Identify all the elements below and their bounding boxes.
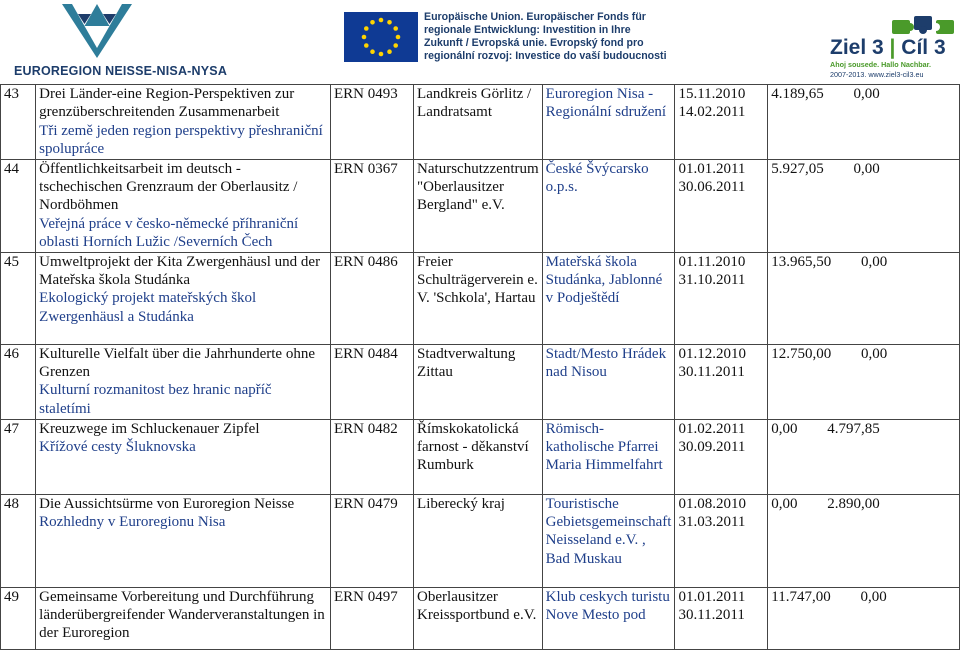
ziel3-url: 2007-2013. www.ziel3-cil3.eu bbox=[830, 70, 924, 79]
date-to: 30.11.2011 bbox=[678, 607, 745, 624]
amounts bbox=[768, 344, 960, 419]
project-title-de: Öffentlichkeitsarbeit im deutsch - tschechischen Grenzraum der Oberlausitz / Nordböhmen bbox=[39, 160, 298, 214]
ern-code: ERN 0479 bbox=[330, 494, 413, 587]
amounts bbox=[768, 252, 960, 344]
partner-name: Římskokatolická farnost - děkanství Rumburk bbox=[414, 419, 543, 494]
project-title-de: Gemeinsame Vorbereitung und Durchführung länderübergreifender Wanderveranstaltungen in der Euroregion bbox=[39, 588, 325, 642]
amount-a: 13.965,50 bbox=[771, 253, 832, 270]
table-row bbox=[1, 252, 960, 344]
ern-code: ERN 0486 bbox=[330, 252, 413, 344]
date-from: 01.12.2010 bbox=[678, 345, 746, 362]
partner-name: Naturschutzzentrum "Oberlausitzer Bergland" e.V. bbox=[414, 159, 543, 252]
project-title bbox=[36, 587, 331, 649]
date-to: 30.09.2011 bbox=[678, 439, 746, 456]
amounts bbox=[768, 419, 960, 494]
project-title bbox=[36, 159, 331, 252]
ziel3-logo bbox=[826, 14, 958, 82]
partner-name: Oberlausitzer Kreissportbund e.V. bbox=[414, 587, 543, 649]
project-dates bbox=[675, 252, 768, 344]
date-to: 14.02.2011 bbox=[678, 104, 746, 121]
lead-partner: Stadt/Mesto Hrádek nad Nisou bbox=[542, 344, 675, 419]
ziel3-title-cz: Cíl 3 bbox=[901, 36, 946, 59]
eu-text-line: regionale Entwicklung: Investition in Ihre bbox=[424, 24, 631, 36]
date-from: 01.11.2010 bbox=[678, 253, 746, 270]
project-dates bbox=[675, 494, 768, 587]
amounts bbox=[768, 159, 960, 252]
page-header bbox=[0, 0, 960, 84]
amount-b: 2.890,00 bbox=[827, 495, 880, 512]
date-to: 31.03.2011 bbox=[678, 514, 746, 531]
partner-name: Landkreis Görlitz / Landratsamt bbox=[414, 85, 543, 160]
eu-flag-icon bbox=[344, 12, 418, 62]
amount-b: 0,00 bbox=[861, 253, 888, 270]
amount-a: 0,00 bbox=[771, 495, 798, 512]
amount-a: 0,00 bbox=[771, 420, 798, 437]
row-number: 45 bbox=[1, 252, 36, 344]
project-title-cz: Ekologický projekt mateřských škol Zwergenhäusl a Studánka bbox=[39, 290, 257, 325]
amount-b: 0,00 bbox=[861, 345, 888, 362]
amount-b: 0,00 bbox=[860, 588, 887, 605]
euroregion-label: EUROREGION NEISSE-NISA-NYSA bbox=[14, 64, 228, 78]
table-row bbox=[1, 85, 960, 160]
row-number: 43 bbox=[1, 85, 36, 160]
euroregion-logo bbox=[8, 2, 228, 78]
project-title-de: Kreuzwege im Schluckenauer Zipfel bbox=[39, 420, 260, 437]
project-dates bbox=[675, 85, 768, 160]
project-title-cz: Kulturní rozmanitost bez hranic napříč staletími bbox=[39, 382, 272, 417]
project-dates bbox=[675, 587, 768, 649]
project-dates bbox=[675, 344, 768, 419]
project-title bbox=[36, 252, 331, 344]
date-from: 01.01.2011 bbox=[678, 160, 746, 177]
puzzle-pieces-icon bbox=[890, 14, 956, 36]
amounts bbox=[768, 85, 960, 160]
ziel3-slogan: Ahoj sousede. Hallo Nachbar. bbox=[830, 60, 932, 69]
project-dates bbox=[675, 159, 768, 252]
euroregion-emblem-icon bbox=[58, 2, 136, 62]
table-row bbox=[1, 419, 960, 494]
amount-a: 11.747,00 bbox=[771, 588, 831, 605]
project-title-cz: Křížové cesty Šluknovska bbox=[39, 439, 196, 456]
table-row bbox=[1, 494, 960, 587]
project-title bbox=[36, 85, 331, 160]
row-number: 46 bbox=[1, 344, 36, 419]
project-title bbox=[36, 344, 331, 419]
lead-partner: Touristische Gebietsgemeinschaft Neisseland e.V. , Bad Muskau bbox=[542, 494, 675, 587]
amount-a: 12.750,00 bbox=[771, 345, 832, 362]
ziel3-title-de: Ziel 3 bbox=[830, 36, 884, 59]
ern-code: ERN 0367 bbox=[330, 159, 413, 252]
project-title-cz: Rozhledny v Euroregionu Nisa bbox=[39, 514, 226, 531]
partner-name: Liberecký kraj bbox=[414, 494, 543, 587]
date-from: 01.02.2011 bbox=[678, 420, 746, 437]
project-title bbox=[36, 494, 331, 587]
lead-partner: Mateřská škola Studánka, Jablonné v Podještědí bbox=[542, 252, 675, 344]
projects-table bbox=[0, 84, 960, 650]
table-row bbox=[1, 159, 960, 252]
eu-text-line: Zukunft / Evropská unie. Evropský fond pro bbox=[424, 37, 644, 49]
project-title-de: Umweltprojekt der Kita Zwergenhäusl und der Mateřska škola Studánka bbox=[39, 253, 321, 289]
eu-funding-text bbox=[424, 11, 667, 63]
project-title-cz: Veřejná práce v česko-německé příhraniční oblasti Horních Lužic /Severních Čech bbox=[39, 215, 299, 251]
ziel3-title-separator: | bbox=[889, 36, 896, 59]
amounts bbox=[768, 494, 960, 587]
lead-partner: Römisch-katholische Pfarrei Maria Himmelfahrt bbox=[542, 419, 675, 494]
row-number: 48 bbox=[1, 494, 36, 587]
partner-name: Freier Schulträgerverein e. V. 'Schkola', Hartau bbox=[414, 252, 543, 344]
project-title-de: Die Aussichtsürme von Euroregion Neisse bbox=[39, 495, 295, 512]
table-row bbox=[1, 587, 960, 649]
eu-text-line: regionální rozvoj: Investice do vaší budoucnosti bbox=[424, 50, 667, 62]
lead-partner: České Švýcarsko o.p.s. bbox=[542, 159, 675, 252]
ern-code: ERN 0493 bbox=[330, 85, 413, 160]
date-from: 01.01.2011 bbox=[678, 588, 746, 605]
project-title-cz: Tři země jeden region perspektivy přeshraniční spolupráce bbox=[39, 122, 323, 158]
ern-code: ERN 0484 bbox=[330, 344, 413, 419]
amount-a: 5.927,05 bbox=[771, 160, 824, 177]
row-number: 44 bbox=[1, 159, 36, 252]
project-title-de: Drei Länder-eine Region-Perspektiven zur grenzüberschreitenden Zusammenarbeit bbox=[39, 86, 295, 121]
amount-b: 0,00 bbox=[853, 86, 880, 102]
table-row bbox=[1, 344, 960, 419]
lead-partner: Euroregion Nisa - Regionální sdružení bbox=[542, 85, 675, 160]
eu-text-line: Europäische Union. Europäischer Fonds für bbox=[424, 11, 646, 23]
amounts bbox=[768, 587, 960, 649]
date-from: 01.08.2010 bbox=[678, 495, 746, 512]
row-number: 47 bbox=[1, 419, 36, 494]
ern-code: ERN 0482 bbox=[330, 419, 413, 494]
row-number: 49 bbox=[1, 587, 36, 649]
ern-code: ERN 0497 bbox=[330, 587, 413, 649]
amount-b: 4.797,85 bbox=[827, 420, 880, 437]
date-to: 30.06.2011 bbox=[678, 179, 746, 196]
project-title bbox=[36, 419, 331, 494]
ziel3-title bbox=[830, 36, 946, 60]
amount-a: 4.189,65 bbox=[771, 86, 824, 102]
date-to: 31.10.2011 bbox=[678, 272, 746, 289]
partner-name: Stadtverwaltung Zittau bbox=[414, 344, 543, 419]
lead-partner: Klub ceskych turistu Nove Mesto pod bbox=[542, 587, 675, 649]
project-title-de: Kulturelle Vielfalt über die Jahrhunderte ohne Grenzen bbox=[39, 345, 315, 381]
amount-b: 0,00 bbox=[853, 160, 880, 177]
date-from: 15.11.2010 bbox=[678, 86, 746, 102]
date-to: 30.11.2011 bbox=[678, 364, 745, 381]
project-dates bbox=[675, 419, 768, 494]
